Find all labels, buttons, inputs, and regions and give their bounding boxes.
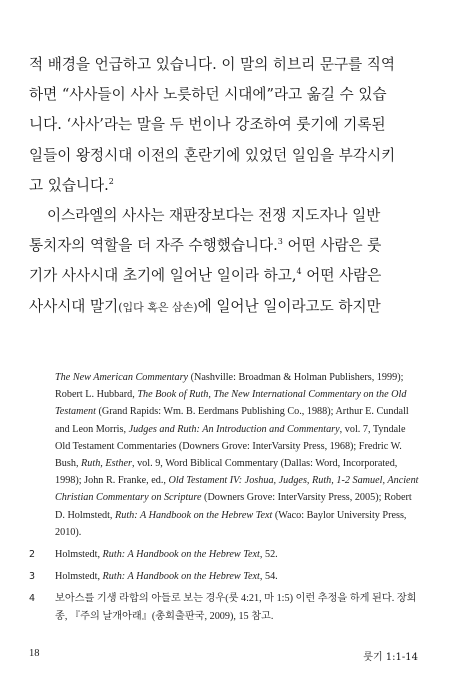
- citation-title: Ruth: A Handbook on the Hebrew Text: [115, 509, 273, 521]
- body-line-text: 기가 사사시대 초기에 일어난 일이라 하고,: [29, 267, 297, 285]
- footnote-author: Holmstedt,: [55, 571, 103, 583]
- body-text: [29, 50, 415, 323]
- citation-text: (Grand Rapids: Wm. B. Eerdmans Publishing Co., 1988); Arthur E. Cundall and Leon Morris,: [55, 406, 409, 435]
- footnote-text: [55, 568, 421, 585]
- body-line: 니다. ‘사사’라는 말을 두 번이나 강조하여 룻기에 기록된: [29, 116, 386, 134]
- footnote-ref[interactable]: 2: [108, 176, 114, 186]
- footnote-number: 2: [29, 549, 36, 561]
- footnote-page: , 54.: [259, 571, 278, 583]
- footnote-ref[interactable]: 3: [277, 237, 283, 247]
- page-number: 18: [29, 648, 40, 659]
- footnote-item: [29, 568, 421, 585]
- footnote-text: [55, 546, 421, 563]
- citation-title: Ruth, Esther: [81, 458, 132, 470]
- body-line: [29, 231, 415, 261]
- body-line-text: 고 있습니다.: [29, 176, 109, 194]
- body-line-text: 에 일어난 일이라고도 하지만: [197, 297, 381, 315]
- footnote-page: , 52.: [259, 549, 278, 561]
- footnote-author: Holmstedt,: [55, 549, 103, 561]
- footnote-ref[interactable]: 4: [296, 267, 302, 277]
- citation-text: , vol. 7, Tyndale Old Testament Commentaries (Downers Grove: InterVarsity Press, 1968); Fredric W. Bush,: [55, 423, 406, 470]
- footnote-body: 보아스를 기생 라합의 아들로 보는 경우(룻 4:21, 마 1:5) 이런 추정을 하게 된다. 장희종, 『주의 날개아래』(총회출판국, 2009), 15 참고.: [55, 593, 417, 622]
- body-line: 적 배경을 언급하고 있습니다. 이 말의 히브리 문구를 직역: [29, 56, 395, 73]
- footnotes: [29, 369, 421, 625]
- footnote-item: [29, 590, 421, 624]
- body-line-text: 어떤 사람은: [301, 267, 382, 285]
- running-head: 룻기 1:1-14: [363, 652, 418, 663]
- citation-text: , vol. 9, Word Biblical Commentary (Dallas: Word, Incorporated, 1998); John R. Franke, ed.,: [55, 458, 398, 487]
- body-line: [29, 171, 415, 201]
- citation-text: (Waco: Baylor University Press, 2010).: [55, 509, 407, 538]
- citation-title: Old Testament IV: Joshua, Judges, Ruth, 1-2 Samuel, Ancient Christian Commentary on Scripture: [55, 475, 419, 504]
- citation-text: (Nashville: Broadman & Holman Publishers, 1999); Robert L. Hubbard,: [55, 372, 404, 401]
- parenthetical-note: (입다 혹은 삼손): [118, 300, 198, 314]
- citation-title: The Book of Ruth, The New International Commentary on the Old Testament: [55, 389, 407, 418]
- citation-text: (Downers Grove: InterVarsity Press, 2005); Robert D. Holmstedt,: [55, 492, 412, 521]
- citation-title: The New American Commentary: [55, 372, 189, 383]
- footnote-number: 3: [29, 571, 36, 583]
- footnote-text: [55, 590, 421, 624]
- body-line-text: 통치자의 역할을 더 자주 수행했습니다.: [29, 237, 278, 255]
- footnote-item: [29, 546, 421, 563]
- body-line: [29, 261, 415, 291]
- footnote-number: 4: [29, 593, 36, 605]
- body-line-text: 어떤 사람은 룻: [282, 237, 382, 255]
- citation-title: Ruth: A Handbook on the Hebrew Text: [102, 571, 260, 583]
- body-line-text: 사사시대 말기: [29, 297, 119, 315]
- citation-title: Ruth: A Handbook on the Hebrew Text: [102, 549, 260, 561]
- body-line: [29, 292, 415, 323]
- footnote-continuation: [55, 369, 421, 541]
- body-line: 하면 “사사들이 사사 노릇하던 시대에”라고 옮길 수 있습: [29, 86, 387, 104]
- citation-title: Judges and Ruth: An Introduction and Commentary: [128, 423, 340, 435]
- body-line: 이스라엘의 사사는 재판장보다는 전쟁 지도자나 일반: [47, 207, 381, 225]
- body-line: 일들이 왕정시대 이전의 혼란기에 있었던 일임을 부각시키: [29, 146, 396, 164]
